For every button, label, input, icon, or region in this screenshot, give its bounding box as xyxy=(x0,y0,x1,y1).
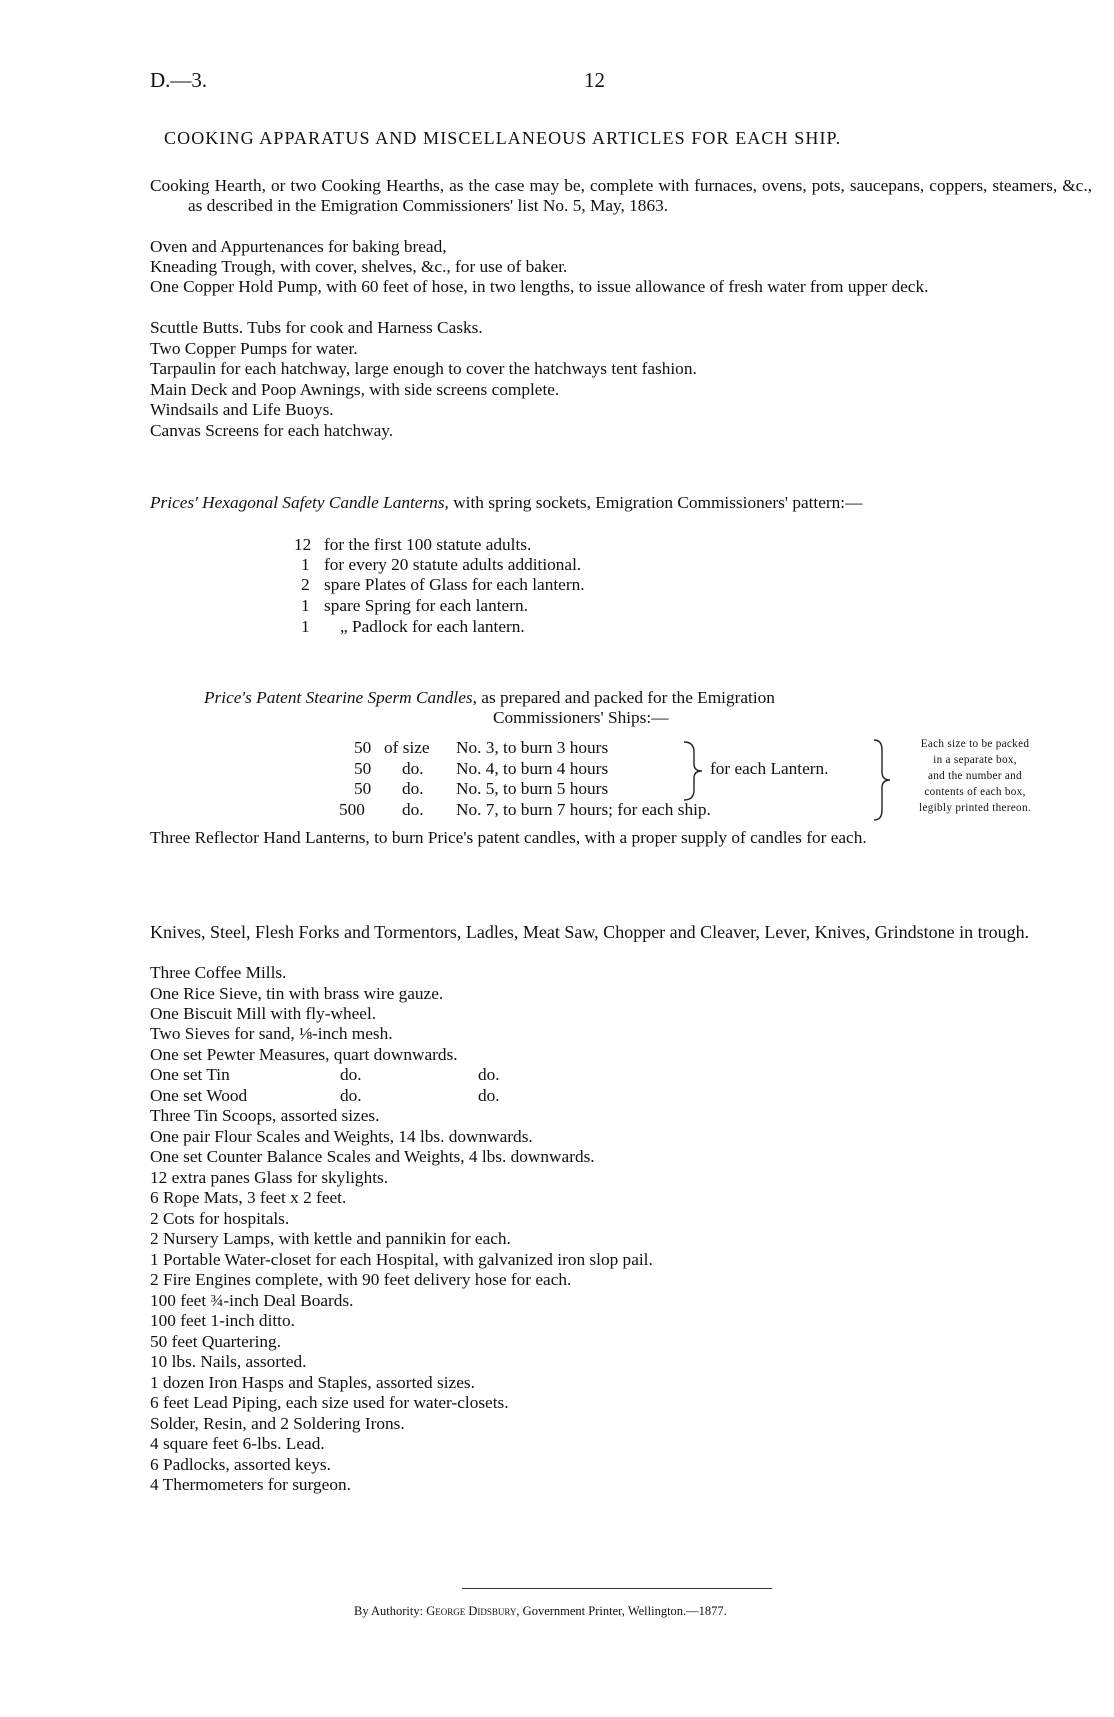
list-item: Cooking Hearth, or two Cooking Hearths, as the case may be, complete with furnaces, ovens, pots, saucepans, coppers, steamers, &c., as described in the Emigration Commissioners' list No. 5, May, 1863. xyxy=(150,176,1092,215)
list-item: 12 extra panes Glass for skylights. xyxy=(150,1168,389,1187)
list-item: One Copper Hold Pump, with 60 feet of hose, in two lengths, to issue allowance of fresh water from upper deck. xyxy=(150,277,929,296)
list-item: 4 Thermometers for surgeon. xyxy=(150,1475,351,1494)
list-item: 1 Portable Water-closet for each Hospital, with galvanized iron slop pail. xyxy=(150,1250,653,1269)
list-item: 6 feet Lead Piping, each size used for water-closets. xyxy=(150,1393,509,1412)
list-item: Oven and Appurtenances for baking bread, xyxy=(150,237,447,256)
page-number: 12 xyxy=(584,68,605,92)
for-each-lantern: for each Lantern. xyxy=(710,759,829,778)
candle-qty: 50 xyxy=(354,759,372,778)
lantern-qty: 2 xyxy=(301,575,310,594)
list-item: 6 Rope Mats, 3 feet x 2 feet. xyxy=(150,1188,347,1207)
list-item: Canvas Screens for each hatchway. xyxy=(150,421,394,440)
footer-rule xyxy=(462,1588,772,1589)
list-item: Two Copper Pumps for water. xyxy=(150,339,358,358)
list-item: 2 Fire Engines complete, with 90 feet delivery hose for each. xyxy=(150,1270,572,1289)
lantern-text: „ Padlock for each lantern. xyxy=(340,617,525,636)
list-item: 6 Padlocks, assorted keys. xyxy=(150,1455,331,1474)
list-item: 4 square feet 6-lbs. Lead. xyxy=(150,1434,325,1453)
list-item: 100 feet ¾-inch Deal Boards. xyxy=(150,1291,354,1310)
list-item: 2 Nursery Lamps, with kettle and pannikin for each. xyxy=(150,1229,511,1248)
list-item: One pair Flour Scales and Weights, 14 lbs. downwards. xyxy=(150,1127,533,1146)
candle-size: do. xyxy=(402,759,424,778)
ditto-mark: do. xyxy=(478,1086,500,1105)
list-item: Kneading Trough, with cover, shelves, &c., for use of baker. xyxy=(150,257,568,276)
candle-qty: 500 xyxy=(339,800,365,819)
note-line: and the number and xyxy=(928,770,1022,782)
lanterns-heading xyxy=(150,493,1092,513)
list-item: One set Pewter Measures, quart downwards. xyxy=(150,1045,458,1064)
candles-title-line2: Commissioners' Ships:— xyxy=(493,708,669,727)
lantern-qty: 1 xyxy=(301,617,310,636)
list-item: 1 dozen Iron Hasps and Staples, assorted sizes. xyxy=(150,1373,475,1392)
candle-desc: No. 4, to burn 4 hours xyxy=(456,759,609,778)
footer-prefix: By Authority: xyxy=(354,1604,424,1618)
right-brace-icon xyxy=(872,738,892,822)
candle-desc: No. 7, to burn 7 hours; for each ship. xyxy=(456,800,711,819)
list-item: Three Coffee Mills. xyxy=(150,963,287,982)
lanterns-title: Prices' Hexagonal Safety Candle Lanterns, xyxy=(150,493,449,512)
lantern-text: for the first 100 statute adults. xyxy=(324,535,532,554)
list-item: Windsails and Life Buoys. xyxy=(150,400,334,419)
lantern-qty: 1 xyxy=(301,596,310,615)
printer-name: George Didsbury xyxy=(426,1604,517,1618)
right-brace-icon xyxy=(682,740,706,802)
lantern-qty: 12 xyxy=(294,535,312,554)
candles-heading xyxy=(204,688,775,708)
list-item: 50 feet Quartering. xyxy=(150,1332,281,1351)
printer-credit xyxy=(354,1604,727,1619)
list-item: One Biscuit Mill with fly-wheel. xyxy=(150,1004,377,1023)
list-item: One set Counter Balance Scales and Weights, 4 lbs. downwards. xyxy=(150,1147,595,1166)
list-item: Tarpaulin for each hatchway, large enough to cover the hatchways tent fashion. xyxy=(150,359,697,378)
document-reference: D.—3. xyxy=(150,68,208,92)
list-item: 10 lbs. Nails, assorted. xyxy=(150,1352,307,1371)
candle-qty: 50 xyxy=(354,779,372,798)
candles-title: Price's Patent Stearine Sperm Candles, xyxy=(204,688,477,707)
list-item: 2 Cots for hospitals. xyxy=(150,1209,290,1228)
ditto-item: One set Tin xyxy=(150,1065,230,1084)
ditto-mark: do. xyxy=(478,1065,500,1084)
packing-note xyxy=(893,736,1057,816)
note-line: legibly printed thereon. xyxy=(919,802,1031,814)
list-item: One Rice Sieve, tin with brass wire gauze. xyxy=(150,984,444,1003)
lantern-text: spare Plates of Glass for each lantern. xyxy=(324,575,585,594)
candle-desc: No. 5, to burn 5 hours xyxy=(456,779,609,798)
lantern-qty: 1 xyxy=(301,555,310,574)
list-item: Solder, Resin, and 2 Soldering Irons. xyxy=(150,1414,405,1433)
page-title: COOKING APPARATUS AND MISCELLANEOUS ARTICLES FOR EACH SHIP. xyxy=(164,128,842,148)
list-item: Knives, Steel, Flesh Forks and Tormentors, Ladles, Meat Saw, Chopper and Cleaver, Lever, Knives, Grindstone in trough. xyxy=(150,922,1030,942)
ditto-mark: do. xyxy=(340,1086,362,1105)
list-item: Two Sieves for sand, ⅛-inch mesh. xyxy=(150,1024,393,1043)
list-item: Main Deck and Poop Awnings, with side screens complete. xyxy=(150,380,560,399)
ditto-mark: do. xyxy=(340,1065,362,1084)
candle-size: of size xyxy=(384,738,430,757)
list-item: 100 feet 1-inch ditto. xyxy=(150,1311,295,1330)
footer-suffix: , Government Printer, Wellington.—1877. xyxy=(516,1604,727,1618)
candle-qty: 50 xyxy=(354,738,372,757)
list-item: Three Tin Scoops, assorted sizes. xyxy=(150,1106,380,1125)
lantern-text: for every 20 statute adults additional. xyxy=(324,555,582,574)
list-item: Three Reflector Hand Lanterns, to burn Price's patent candles, with a proper supply of candles for each. xyxy=(150,828,867,847)
note-line: Each size to be packed xyxy=(920,738,1030,750)
ditto-item: One set Wood xyxy=(150,1086,248,1105)
candle-desc: No. 3, to burn 3 hours xyxy=(456,738,609,757)
note-line: contents of each box, xyxy=(924,786,1026,798)
candle-size: do. xyxy=(402,800,424,819)
note-line: in a separate box, xyxy=(933,754,1017,766)
candle-size: do. xyxy=(402,779,424,798)
lantern-text: spare Spring for each lantern. xyxy=(324,596,528,615)
candles-title-rest: as prepared and packed for the Emigration xyxy=(481,688,775,707)
list-item: Scuttle Butts. Tubs for cook and Harness Casks. xyxy=(150,318,483,337)
lanterns-title-rest: with spring sockets, Emigration Commissioners' pattern:— xyxy=(453,493,863,512)
